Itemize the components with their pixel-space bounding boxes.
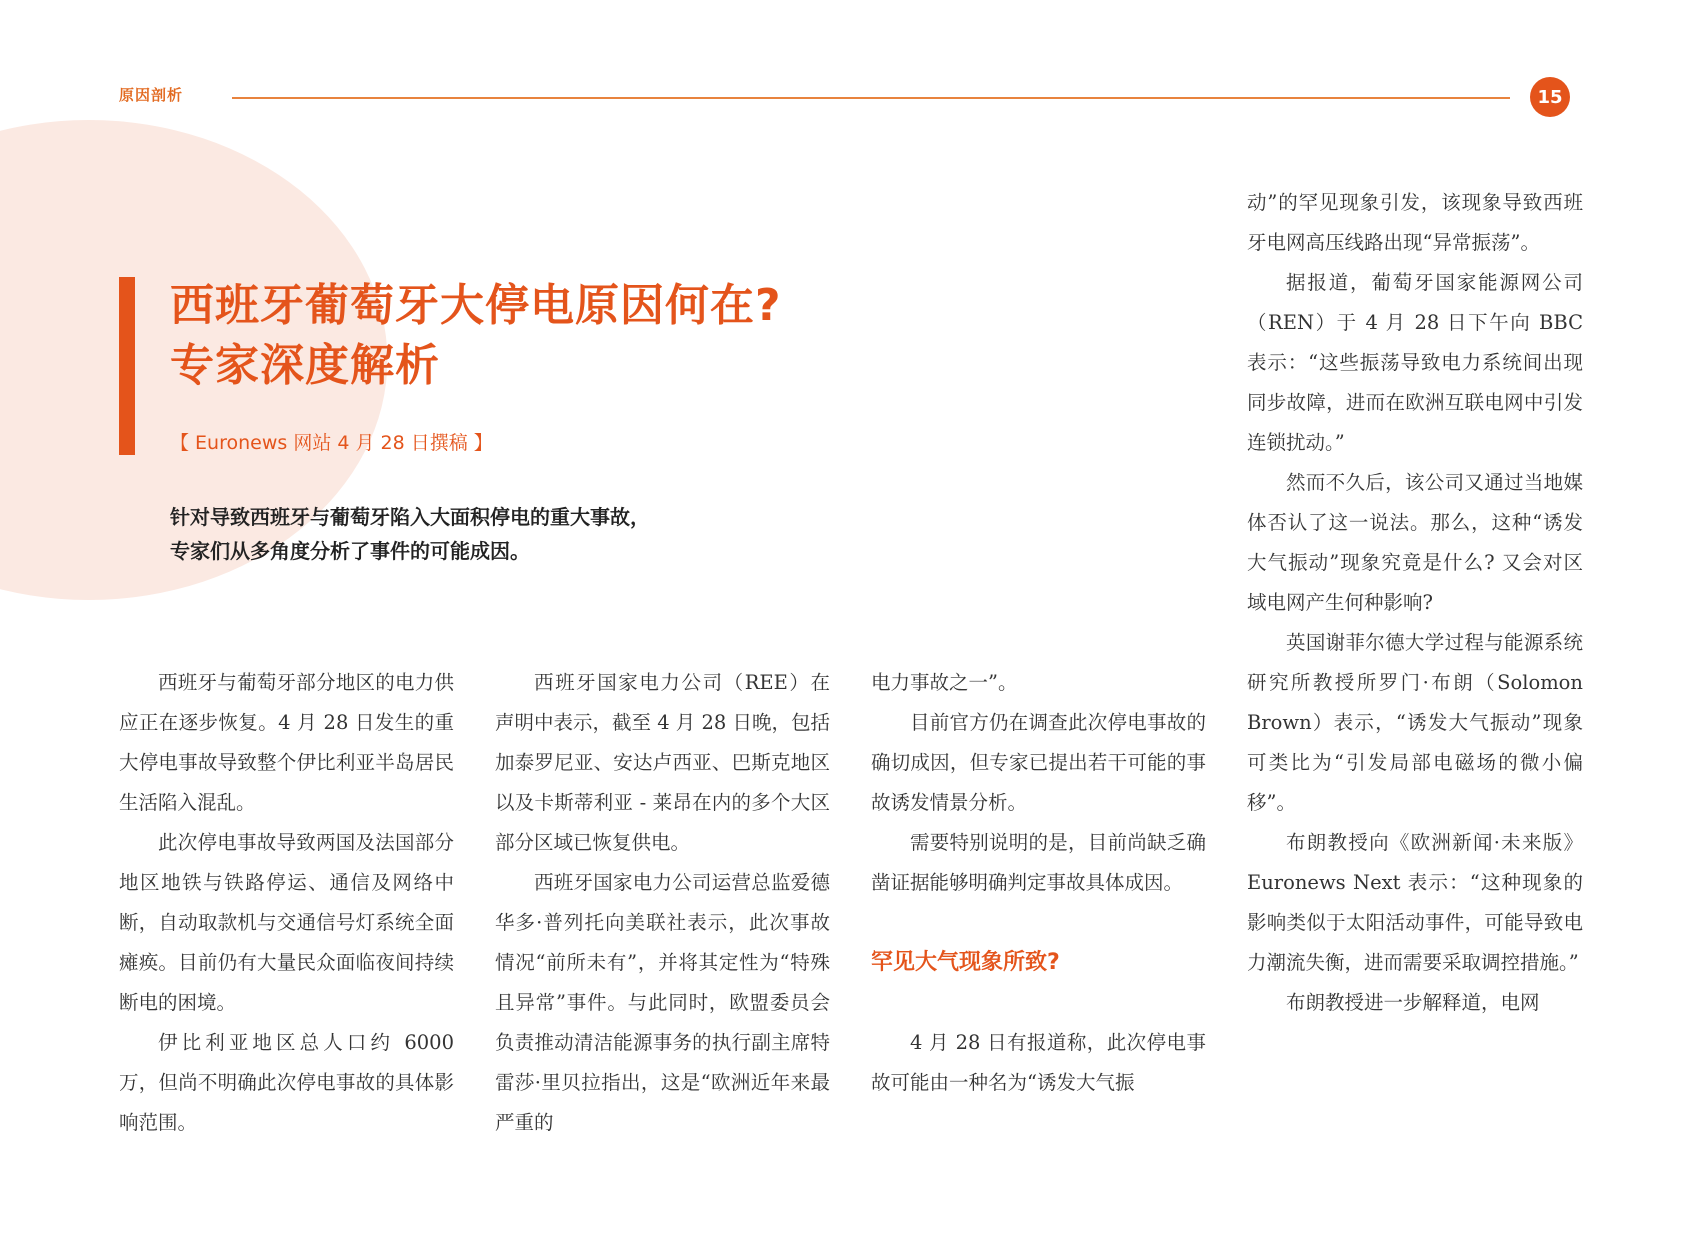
paragraph: 伊比利亚地区总人口约 6000 万，但尚不明确此次停电事故的具体影响范围。 [119, 1031, 454, 1134]
paragraph: 西班牙国家电力公司运营总监爱德华多·普列托向美联社表示，此次事故情况“前所未有”，并将其定性为“特殊且异常”事件。与此同时，欧盟委员会负责推动清洁能源事务的执行副主席特雷莎·里贝拉指出，这是“欧洲近年来最严重的 [495, 871, 830, 1134]
lead-line: 专家们从多角度分析了事件的可能成因。 [170, 539, 530, 563]
header-rule [232, 97, 1510, 99]
paragraph: 西班牙与葡萄牙部分地区的电力供应正在逐步恢复。4 月 28 日发生的重大停电事故导致整个伊比利亚半岛居民生活陷入混乱。 [119, 671, 454, 814]
paragraph-continuation: 电力事故之一”。 [871, 671, 1018, 694]
paragraph: 布朗教授向《欧洲新闻·未来版》Euronews Next 表示：“这种现象的影响类似于太阳活动事件，可能导致电力潮流失衡，进而需要采取调控措施。” [1247, 831, 1583, 974]
title-accent-bar [119, 277, 135, 455]
paragraph: 此次停电事故导致两国及法国部分地区地铁与铁路停运、通信及网络中断，自动取款机与交通信号灯系统全面瘫痪。目前仍有大量民众面临夜间持续断电的困境。 [119, 831, 454, 1014]
text-column-1 [119, 663, 454, 1143]
lead-summary [170, 500, 650, 568]
paragraph: 目前官方仍在调查此次停电事故的确切成因，但专家已提出若干可能的事故诱发情景分析。 [871, 711, 1206, 814]
article-source: 【 Euronews 网站 4 月 28 日撰稿 】 [170, 432, 493, 454]
paragraph: 据报道，葡萄牙国家能源网公司（REN）于 4 月 28 日下午向 BBC 表示：“这些振荡导致电力系统间出现同步故障，进而在欧洲互联电网中引发连锁扰动。” [1247, 271, 1583, 454]
paragraph-continuation: 动”的罕见现象引发，该现象导致西班牙电网高压线路出现“异常振荡”。 [1247, 191, 1583, 254]
title-line: 西班牙葡萄牙大停电原因何在? [170, 280, 782, 331]
paragraph: 然而不久后，该公司又通过当地媒体否认了这一说法。那么，这种“诱发大气振动”现象究竟是什么? 又会对区域电网产生何种影响? [1247, 471, 1583, 614]
subheading: 罕见大气现象所致? [871, 950, 1060, 975]
paragraph: 4 月 28 日有报道称，此次停电事故可能由一种名为“诱发大气振 [871, 1031, 1206, 1094]
paragraph: 布朗教授进一步解释道，电网 [1286, 991, 1540, 1014]
paragraph: 英国谢菲尔德大学过程与能源系统研究所教授所罗门·布朗（Solomon Brown）表示，“诱发大气振动”现象可类比为“引发局部电磁场的微小偏移”。 [1247, 631, 1583, 814]
page-number-badge: 15 [1530, 77, 1570, 117]
section-label: 原因剖析 [119, 86, 184, 104]
lead-line: 针对导致西班牙与葡萄牙陷入大面积停电的重大事故， [170, 505, 650, 529]
article-title [170, 276, 782, 396]
text-column-2 [495, 663, 830, 1143]
text-column-3 [871, 663, 1206, 1103]
paragraph: 需要特别说明的是，目前尚缺乏确凿证据能够明确判定事故具体成因。 [871, 831, 1206, 894]
paragraph: 西班牙国家电力公司（REE）在声明中表示，截至 4 月 28 日晚，包括加泰罗尼亚、安达卢西亚、巴斯克地区以及卡斯蒂利亚 - 莱昂在内的多个大区部分区域已恢复供电。 [495, 671, 831, 854]
title-line: 专家深度解析 [170, 340, 440, 391]
text-column-4 [1247, 183, 1583, 1023]
